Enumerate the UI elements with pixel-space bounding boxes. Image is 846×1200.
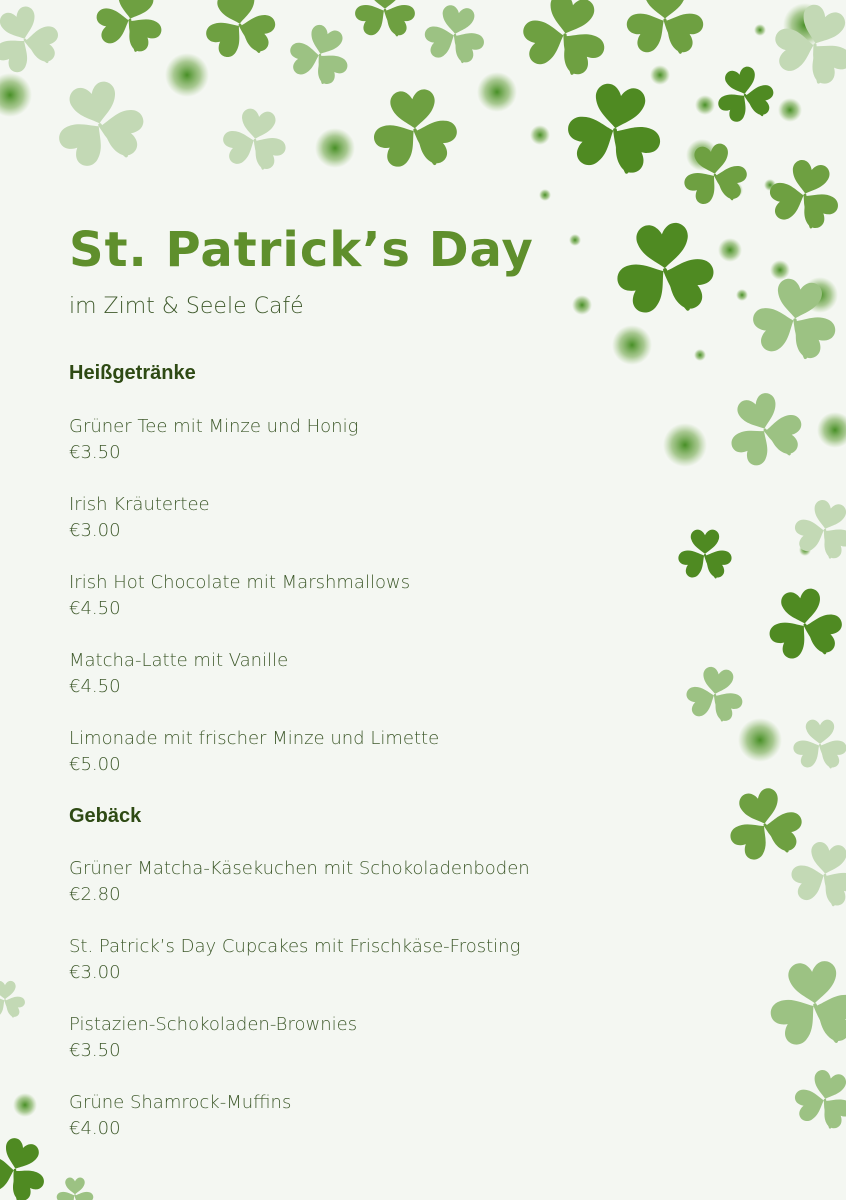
- blurred-dot: [165, 53, 209, 97]
- blurred-dot: [736, 289, 748, 301]
- shamrock-icon: [676, 530, 734, 580]
- item-price: €4.00: [69, 1118, 121, 1139]
- item-name: Grüner Tee mit Minze und Honig: [69, 416, 359, 437]
- blurred-dot: [694, 349, 706, 361]
- item-price: €5.00: [69, 754, 121, 775]
- item-price: €4.50: [69, 676, 121, 697]
- menu-item: [69, 1012, 357, 1064]
- item-price: €2.80: [69, 884, 121, 905]
- shamrock-icon: [352, 0, 418, 38]
- shamrock-icon: [216, 104, 295, 175]
- item-name: Grüne Shamrock-Muffins: [69, 1092, 292, 1113]
- page-title: St. Patrick’s Day: [69, 222, 534, 278]
- item-price: €3.00: [69, 520, 121, 541]
- shamrock-icon: [0, 981, 27, 1019]
- shamrock-icon: [418, 1, 492, 68]
- blurred-dot: [572, 295, 592, 315]
- blurred-dot: [315, 128, 355, 168]
- blurred-dot: [477, 72, 517, 112]
- shamrock-icon: [623, 0, 707, 56]
- menu-item: [69, 934, 520, 986]
- menu-item: [69, 414, 358, 466]
- item-name: Grüner Matcha-Käsekuchen mit Schokoladenboden: [69, 858, 530, 879]
- item-name: Matcha-Latte mit Vanille: [69, 650, 289, 671]
- shamrock-icon: [762, 958, 846, 1051]
- blurred-dot: [13, 1093, 37, 1117]
- blurred-dot: [530, 125, 550, 145]
- shamrock-icon: [87, 0, 174, 60]
- menu-item: [69, 856, 530, 908]
- shamrock-icon: [784, 837, 846, 912]
- shamrock-icon: [791, 720, 846, 770]
- blurred-dot: [650, 65, 670, 85]
- section-heading-hot-drinks: Heißgetränke: [69, 362, 196, 384]
- section-heading-pastries: Gebäck: [69, 805, 142, 827]
- item-name: Pistazien-Schokoladen-Brownies: [69, 1014, 358, 1035]
- shamrock-icon: [680, 663, 750, 727]
- blurred-dot: [612, 325, 652, 365]
- shamrock-icon: [708, 61, 782, 129]
- blurred-dot: [770, 260, 790, 280]
- shamrock-icon: [786, 1064, 846, 1136]
- item-name: Limonade mit frischer Minze und Limette: [69, 728, 440, 749]
- menu-item: [69, 726, 439, 778]
- blurred-dot: [817, 412, 846, 448]
- shamrock-icon: [197, 0, 284, 64]
- blurred-dot: [738, 718, 782, 762]
- shamrock-icon: [280, 17, 361, 93]
- shamrock-icon: [511, 0, 619, 85]
- item-price: €3.50: [69, 1040, 121, 1061]
- item-price: €3.00: [69, 962, 121, 983]
- menu-item: [69, 648, 288, 700]
- shamrock-icon: [715, 383, 814, 476]
- item-name: Irish Hot Chocolate mit Marshmallows: [69, 572, 411, 593]
- menu-item: [69, 570, 410, 622]
- blurred-dot: [778, 98, 802, 122]
- shamrock-icon: [0, 0, 70, 82]
- item-name: St. Patrick’s Day Cupcakes mit Frischkäse-Frosting: [69, 936, 521, 957]
- shamrock-icon: [786, 494, 846, 566]
- shamrock-icon: [557, 77, 673, 182]
- shamrock-icon: [608, 219, 721, 319]
- menu-item: [69, 1090, 291, 1142]
- menu-item: [69, 492, 210, 544]
- cafe-subtitle: im Zimt & Seele Café: [69, 294, 304, 319]
- shamrock-icon: [759, 584, 846, 666]
- blurred-dot: [569, 234, 581, 246]
- shamrock-icon: [44, 73, 157, 177]
- blurred-dot: [718, 238, 742, 262]
- blurred-dot: [663, 423, 707, 467]
- shamrock-icon: [717, 781, 812, 869]
- shamrock-icon: [0, 1130, 58, 1200]
- blurred-dot: [539, 189, 551, 201]
- shamrock-icon: [55, 1178, 95, 1200]
- shamrock-icon: [366, 86, 464, 172]
- blurred-dot: [695, 95, 715, 115]
- item-price: €3.50: [69, 442, 121, 463]
- item-price: €4.50: [69, 598, 121, 619]
- blurred-dot: [0, 73, 32, 117]
- item-name: Irish Kräutertee: [69, 494, 210, 515]
- blurred-dot: [754, 24, 766, 36]
- shamrock-icon: [760, 153, 846, 237]
